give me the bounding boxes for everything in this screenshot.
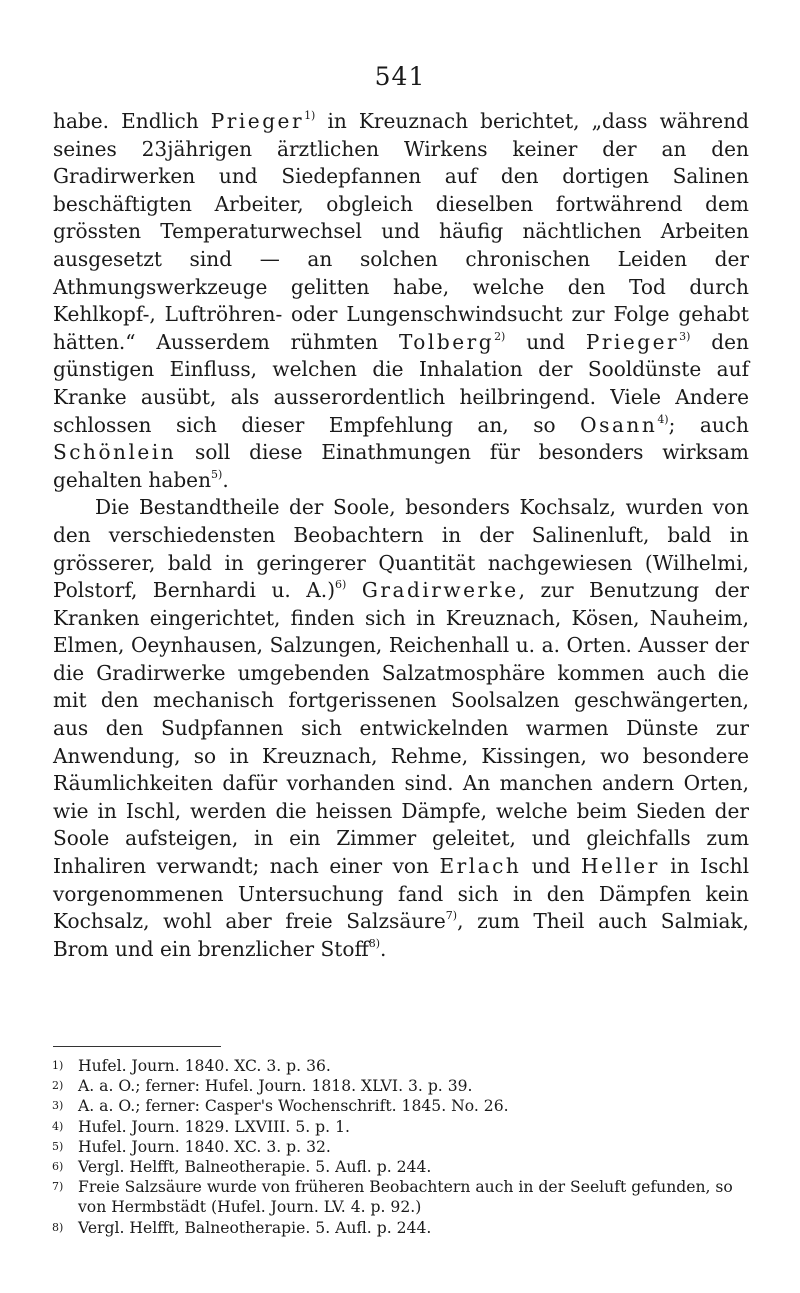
text-run: ; auch <box>668 412 749 437</box>
footnote-text: Hufel. Journ. 1840. XC. 3. p. 32. <box>78 1137 331 1156</box>
footnote-text: A. a. O.; ferner: Hufel. Journ. 1818. XLVI. 3. p. 39. <box>78 1077 473 1096</box>
footnote-text: Hufel. Journ. 1829. LXVIII. 5. p. 1. <box>78 1117 350 1136</box>
body-text <box>53 108 749 963</box>
footnote-text: Freie Salzsäure wurde von früheren Beobachtern auch in der Seeluft gefunden, so von Hermbstädt (Hufel. Journ. LV. 4. p. 92.) <box>78 1178 733 1217</box>
footnote-marker: 6) <box>52 1160 64 1174</box>
paragraph <box>53 494 749 963</box>
footnote-text: Vergl. Helfft, Balneotherapie. 5. Aufl. p. 244. <box>78 1218 432 1237</box>
text-run: in Kreuznach berichtet, „dass während seines 23jährigen ärztlichen Wirkens keiner der an den Gradirwerken und Siedepfannen auf den dortigen Salinen beschäftigten Arbeiter, obgleich dieselben fortwährend dem grössten Temperaturwechsel und häufig nächtlichen Arbeiten ausgesetzt sind — an solchen chronischen Leiden der Athmungswerkzeuge gelitten habe, welche den Tod durch Kehlkopf-, Luftröhren- oder Lungenschwindsucht zur Folge gehabt hätten.“ Ausserdem rühmten <box>53 109 749 354</box>
author-name: Gradirwerke <box>361 578 519 603</box>
author-name: Erlach <box>439 854 522 879</box>
text-run <box>346 578 362 602</box>
author-name: Heller <box>581 854 660 879</box>
text-run: und <box>505 329 586 354</box>
footnote-reference: 8) <box>368 936 381 950</box>
author-name: Osann <box>580 412 658 437</box>
author-name: Tolberg <box>398 329 495 354</box>
text-run: in Ischl vorgenommenen Untersuchung fand sich in den Dämpfen kein Kochsalz, wohl aber freie Salzsäure <box>53 854 749 934</box>
text-run: habe. Endlich <box>53 109 211 133</box>
footnote-text: A. a. O.; ferner: Casper's Wochenschrift. 1845. No. 26. <box>78 1097 509 1116</box>
footnote-marker: 3) <box>52 1099 64 1113</box>
footnote-reference: 2) <box>494 329 506 343</box>
footnote-list <box>52 1056 752 1238</box>
footnote <box>52 1056 752 1076</box>
footnote <box>52 1096 752 1116</box>
text-run: , zur Benutzung der Kranken eingerichtet, finden sich in Kreuznach, Kösen, Nauheim, Elmen, Oeynhausen, Salzungen, Reichenhall u. a. Orten. Ausser der die Gradirwerke umgebenden Salzatmosphäre kommen auch die mit den mechanisch fortgerissenen Soolsalzen geschwängerten, aus den Sudpfannen sich entwickelnden warmen Dünste zur Anwendung, so in Kreuznach, Rehme, Kissingen, wo besondere Räumlichkeiten dafür vorhanden sind. An manchen andern Orten, wie in Ischl, werden die heissen Dämpfe, welche beim Sieden der Soole aufsteigen, in ein Zimmer geleitet, und gleichfalls zum Inhaliren verwandt; nach einer von <box>53 578 749 879</box>
text-run: den günstigen Einfluss, welchen die Inhalation der Sooldünste auf Kranke ausübt, als ausserordentlich heilbringend. Viele Andere schlossen sich dieser Empfehlung an, so <box>53 329 749 437</box>
author-name: Schönlein <box>53 440 177 465</box>
footnote <box>52 1137 752 1157</box>
text-run: . <box>222 467 229 492</box>
author-name: Prieger <box>585 329 680 354</box>
footnote-reference: 7) <box>445 909 458 923</box>
footnote-divider <box>53 1046 221 1047</box>
footnote-reference: 3) <box>679 329 691 343</box>
text-run: soll diese Einathmungen für besonders wirksam gehalten haben <box>53 440 749 492</box>
footnote-marker: 7) <box>52 1180 64 1194</box>
footnote-marker: 1) <box>52 1059 64 1072</box>
page-number: 541 <box>374 62 426 91</box>
footnote-marker: 4) <box>52 1119 64 1133</box>
footnote <box>52 1076 752 1096</box>
text-run: Die Bestandtheile der Soole, besonders Kochsalz, wurden von den verschiedensten Beobachtern in der Salinenluft, bald in grösserer, bald in geringerer Quantität nachgewiesen (Wilhelmi, Polstorf, Bernhardi u. A.) <box>53 495 749 603</box>
text-run: , zum Theil auch Salmiak, Brom und ein brenzlicher Stoff <box>53 909 749 961</box>
text-run: und <box>521 854 582 879</box>
footnote-text: Vergl. Helfft, Balneotherapie. 5. Aufl. p. 244. <box>78 1158 432 1177</box>
author-name: Prieger <box>210 109 305 133</box>
footnote-reference: 5) <box>211 467 223 481</box>
text-run: . <box>380 936 387 961</box>
footnote-reference: 4) <box>657 412 669 426</box>
footnote <box>52 1218 752 1238</box>
footnote-reference: 1) <box>304 109 316 122</box>
footnote-reference: 6) <box>335 578 347 592</box>
footnote <box>52 1177 752 1217</box>
footnote-marker: 5) <box>52 1139 64 1153</box>
paragraph <box>53 108 749 494</box>
footnote-marker: 2) <box>52 1079 64 1093</box>
footnote <box>52 1117 752 1137</box>
footnote-text: Hufel. Journ. 1840. XC. 3. p. 36. <box>78 1057 331 1075</box>
footnote-marker: 8) <box>52 1220 64 1234</box>
footnote <box>52 1157 752 1177</box>
